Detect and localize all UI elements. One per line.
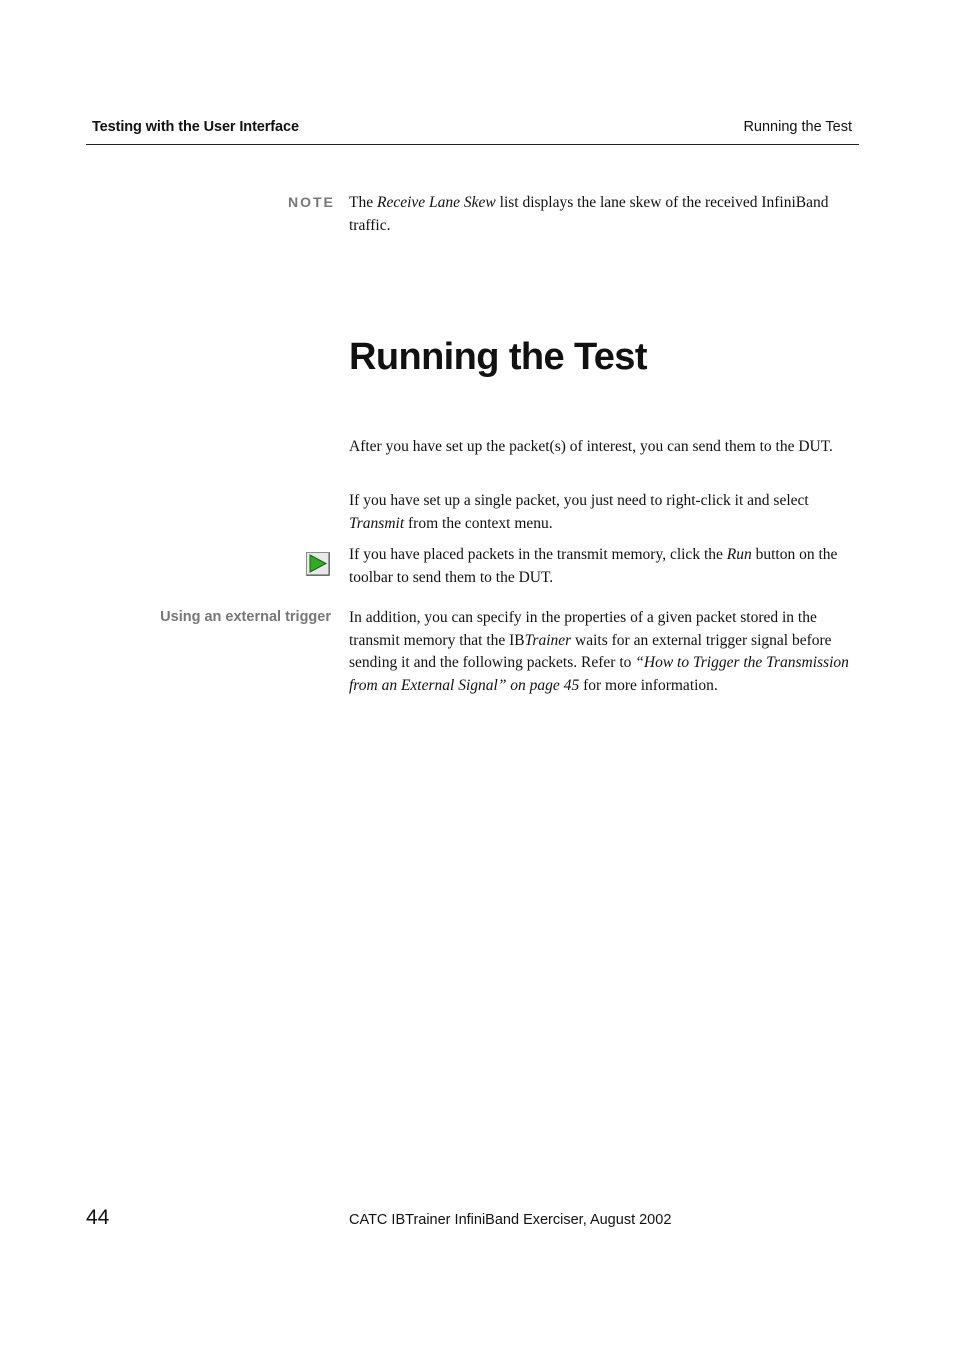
run-play-icon: [306, 552, 330, 576]
page-number: 44: [86, 1206, 110, 1229]
product-name-emphasis: Trainer: [524, 631, 572, 649]
paragraph-trigger-pre: In addition, you can specify in the properties of a given packet stored in the transmit memory that the IB: [349, 609, 817, 649]
paragraph-run-pre: If you have placed packets in the transmit memory, click the: [349, 546, 727, 563]
cross-reference-link[interactable]: “How to Trigger the Transmission from an External Signal” on page 45: [349, 654, 849, 694]
note-text-post: list displays the lane skew of the received InfiniBand traffic.: [349, 194, 829, 234]
paragraph-run-button: [349, 544, 859, 589]
paragraph-setup: After you have set up the packet(s) of interest, you can send them to the DUT.: [349, 438, 833, 455]
transmit-menu-reference: Transmit: [349, 514, 405, 532]
paragraph-run-post: button on the toolbar to send them to the DUT.: [349, 546, 838, 586]
running-header-chapter: Testing with the User Interface: [92, 119, 299, 135]
margin-heading-external-trigger: Using an external trigger: [160, 609, 331, 625]
paragraph-external-trigger: [349, 607, 859, 697]
note-label: NOTE: [288, 194, 335, 210]
note-text: [349, 192, 859, 237]
section-title: Running the Test: [349, 336, 647, 378]
footer-text: CATC IBTrainer InfiniBand Exerciser, August 2002: [349, 1212, 672, 1228]
paragraph-single-packet-post: from the context menu.: [404, 514, 553, 532]
note-text-emphasis: Receive Lane Skew: [376, 194, 496, 211]
paragraph-trigger-post: for more information.: [579, 676, 718, 694]
paragraph-trigger-mid: waits for an external trigger signal before sending it and the following packets. Refer to: [349, 631, 832, 672]
note-text-pre: The: [349, 194, 377, 211]
running-header-section: Running the Test: [743, 119, 852, 135]
run-button-reference: Run: [726, 546, 752, 563]
paragraph-single-packet-pre: If you have set up a single packet, you just need to right-click it and select: [349, 492, 809, 509]
paragraph-single-packet: [349, 490, 859, 535]
header-rule: [86, 144, 859, 145]
